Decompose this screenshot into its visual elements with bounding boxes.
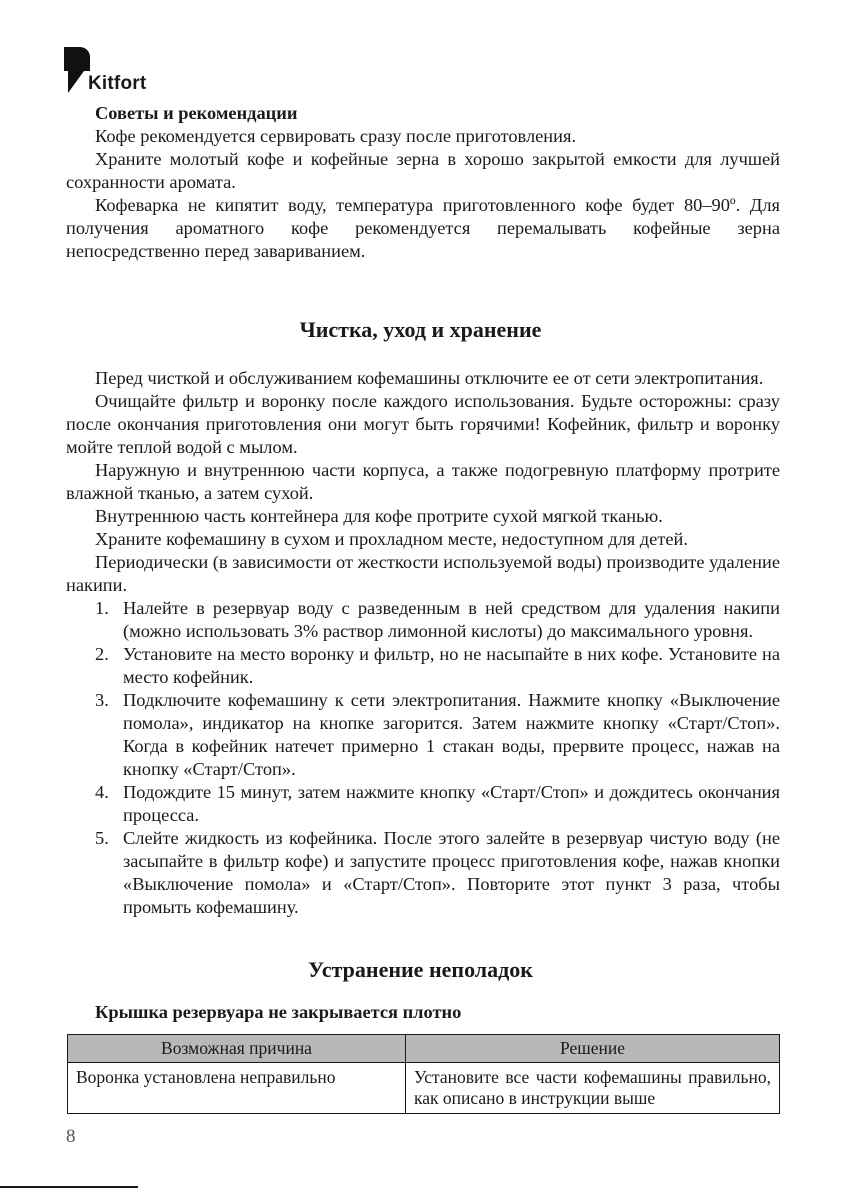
cleaning-paragraph: Наружную и внутреннюю части корпуса, а также подогревную платформу протрите влажной тканью, а затем сухой. [66,460,780,503]
list-item [66,827,780,919]
list-item [66,643,780,689]
cleaning-paragraph: Периодически (в зависимости от жесткости используемой воды) производите удаление накипи. [66,552,780,595]
step-number: 2. [95,644,109,664]
problem-heading: Крышка резервуара не закрывается плотно [95,1002,462,1022]
troubleshooting-title: Устранение неполадок [308,957,533,982]
kitfort-logo-icon [64,47,90,93]
footer-divider [0,1186,138,1188]
cleaning-title: Чистка, уход и хранение [299,317,542,342]
list-item [66,689,780,781]
cleaning-paragraph: Перед чисткой и обслуживанием кофемашины отключите ее от сети электропитания. [95,368,764,388]
troubleshooting-table [67,1034,780,1114]
table-cell-solution: Установите все части кофемашины правильно, как описано в инструкции выше [406,1063,780,1114]
step-text: Подключите кофемашину к сети электропитания. Нажмите кнопку «Выключение помола», индикатор на кнопке загорится. Затем нажмите кнопку «Старт/Стоп». Когда в кофейник натечет примерно 1 стакан воды, прервите процесс, нажав на кнопку «Старт/Стоп». [123,690,780,779]
table-cell-cause: Воронка установлена неправильно [68,1063,406,1114]
step-number: 5. [95,828,109,848]
column-header-solution: Решение [406,1035,780,1063]
tips-section [66,102,780,263]
step-number: 4. [95,782,109,802]
brand-logo-text: Kitfort [88,73,147,94]
step-text: Установите на место воронку и фильтр, но не насыпайте в них кофе. Установите на место кофейник. [123,644,780,687]
tips-paragraph: Кофе рекомендуется сервировать сразу после приготовления. [95,126,577,146]
tips-paragraph: Храните молотый кофе и кофейные зерна в хорошо закрытой емкости для лучшей сохранности аромата. [66,149,780,192]
descaling-steps-list [66,597,780,919]
tips-paragraph: Кофеварка не кипятит воду, температура приготовленного кофе будет 80–90º. Для получения ароматного кофе рекомендуется перемалывать кофейные зерна непосредственно перед завариванием. [66,195,780,261]
step-number: 1. [95,598,109,618]
table-header-row [68,1035,780,1063]
step-number: 3. [95,690,109,710]
column-header-cause: Возможная причина [68,1035,406,1063]
cleaning-paragraph: Храните кофемашину в сухом и прохладном месте, недоступном для детей. [95,529,688,549]
table-row [68,1063,780,1114]
step-text: Налейте в резервуар воду с разведенным в ней средством для удаления накипи (можно использовать 3% раствор лимонной кислоты) до максимального уровня. [123,598,780,641]
list-item [66,781,780,827]
tips-heading: Советы и рекомендации [95,103,298,123]
step-text: Слейте жидкость из кофейника. После этого залейте в резервуар чистую воду (не засыпайте в фильтр кофе) и запустите процесс приготовления кофе, нажав кнопки «Выключение помола» и «Старт/Стоп». Повторите этот пункт 3 раза, чтобы промыть кофемашину. [123,828,780,917]
list-item [66,597,780,643]
cleaning-paragraph: Очищайте фильтр и воронку после каждого использования. Будьте осторожны: сразу после окончания приготовления они могут быть горячими! Кофейник, фильтр и воронку мойте теплой водой с мылом. [66,391,780,457]
page-number: 8 [66,1126,76,1147]
cleaning-section [66,367,780,919]
problem-heading-wrap [66,1001,780,1024]
cleaning-paragraph: Внутреннюю часть контейнера для кофе протрите сухой мягкой тканью. [95,506,663,526]
step-text: Подождите 15 минут, затем нажмите кнопку «Старт/Стоп» и дождитесь окончания процесса. [123,782,780,825]
